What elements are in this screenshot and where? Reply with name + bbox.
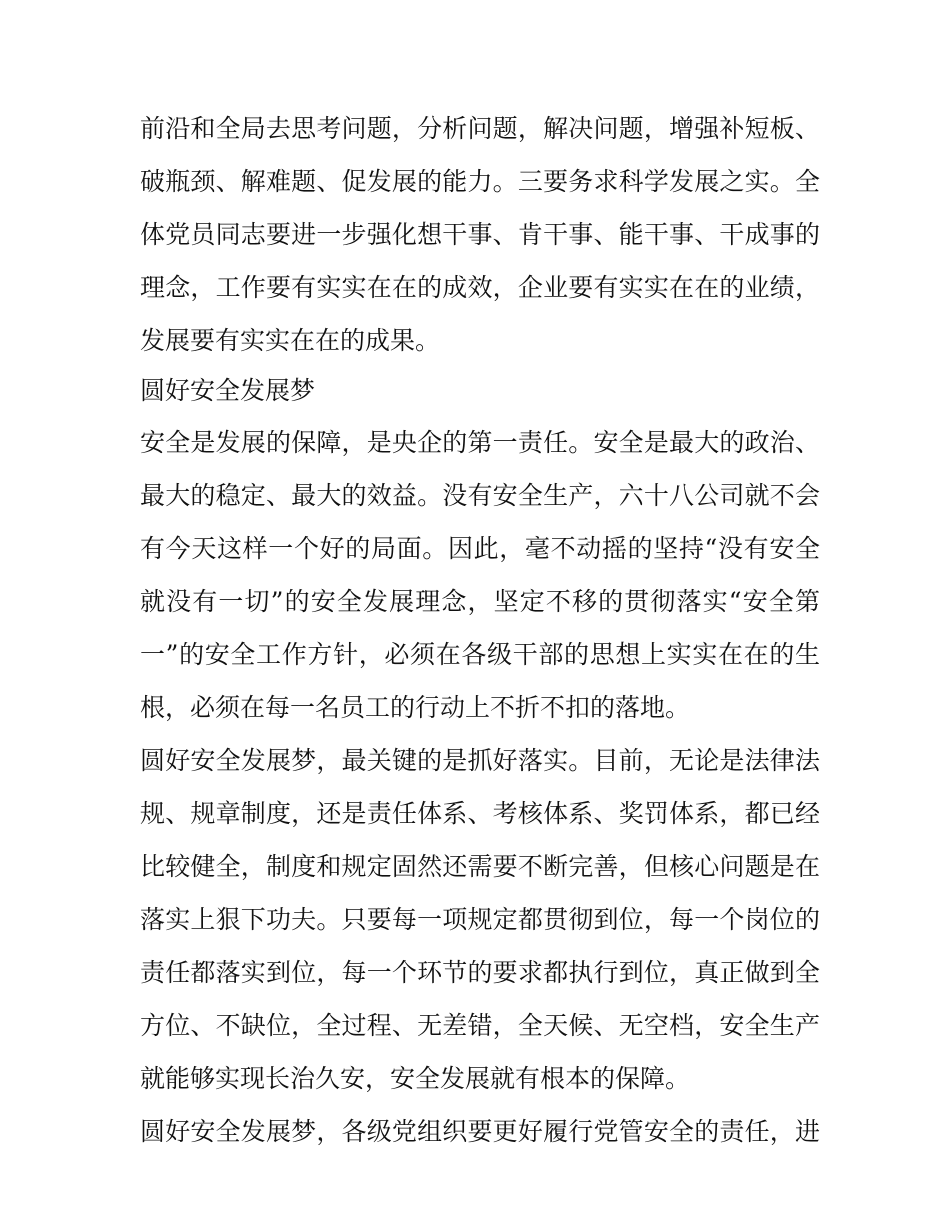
paragraph-3 xyxy=(140,734,820,1105)
text-line: 责任都落实到位，每一个环节的要求都执行到位，真正做到全 xyxy=(140,958,820,987)
text-line: 有今天这样一个好的局面。因此，毫不动摇的坚持“没有安全 xyxy=(140,534,820,563)
text-line: 体党员同志要进一步强化想干事、肯干事、能干事、干成事的 xyxy=(140,220,820,249)
text-line: 发展要有实实在在的成果。 xyxy=(140,326,441,355)
text-line: 方位、不缺位，全过程、无差错，全天候、无空档，安全生产 xyxy=(140,1011,820,1040)
text-line: 就能够实现长治久安，安全发展就有根本的保障。 xyxy=(140,1064,691,1093)
paragraph-1 xyxy=(140,102,820,367)
text-line: 理念，工作要有实实在在的成效，企业要有实实在在的业绩， xyxy=(140,273,820,302)
text-line: 根，必须在每一名员工的行动上不折不扣的落地。 xyxy=(140,693,691,722)
text-line: 比较健全，制度和规定固然还需要不断完善，但核心问题是在 xyxy=(140,852,820,881)
text-line: 一”的安全工作方针，必须在各级干部的思想上实实在在的生 xyxy=(140,640,820,669)
text-line: 破瓶颈、解难题、促发展的能力。三要务求科学发展之实。全 xyxy=(140,167,820,196)
text-line: 规、规章制度，还是责任体系、考核体系、奖罚体系，都已经 xyxy=(140,799,820,828)
text-line: 圆好安全发展梦，最关键的是抓好落实。目前，无论是法律法 xyxy=(140,746,820,775)
text-line: 前沿和全局去思考问题，分析问题，解决问题，增强补短板、 xyxy=(140,114,820,143)
text-line: 安全是发展的保障，是央企的第一责任。安全是最大的政治、 xyxy=(140,428,820,457)
document-body xyxy=(140,102,820,1158)
paragraph-2 xyxy=(140,416,820,734)
section-heading: 圆好安全发展梦 xyxy=(140,376,316,405)
text-line: 就没有一切”的安全发展理念，坚定不移的贯彻落实“安全第 xyxy=(140,587,820,616)
text-line: 圆好安全发展梦，各级党组织要更好履行党管安全的责任，进 xyxy=(140,1117,820,1146)
paragraph-4 xyxy=(140,1105,820,1158)
text-line: 最大的稳定、最大的效益。没有安全生产，六十八公司就不会 xyxy=(140,481,820,510)
text-line: 落实上狠下功夫。只要每一项规定都贯彻到位，每一个岗位的 xyxy=(140,905,820,934)
